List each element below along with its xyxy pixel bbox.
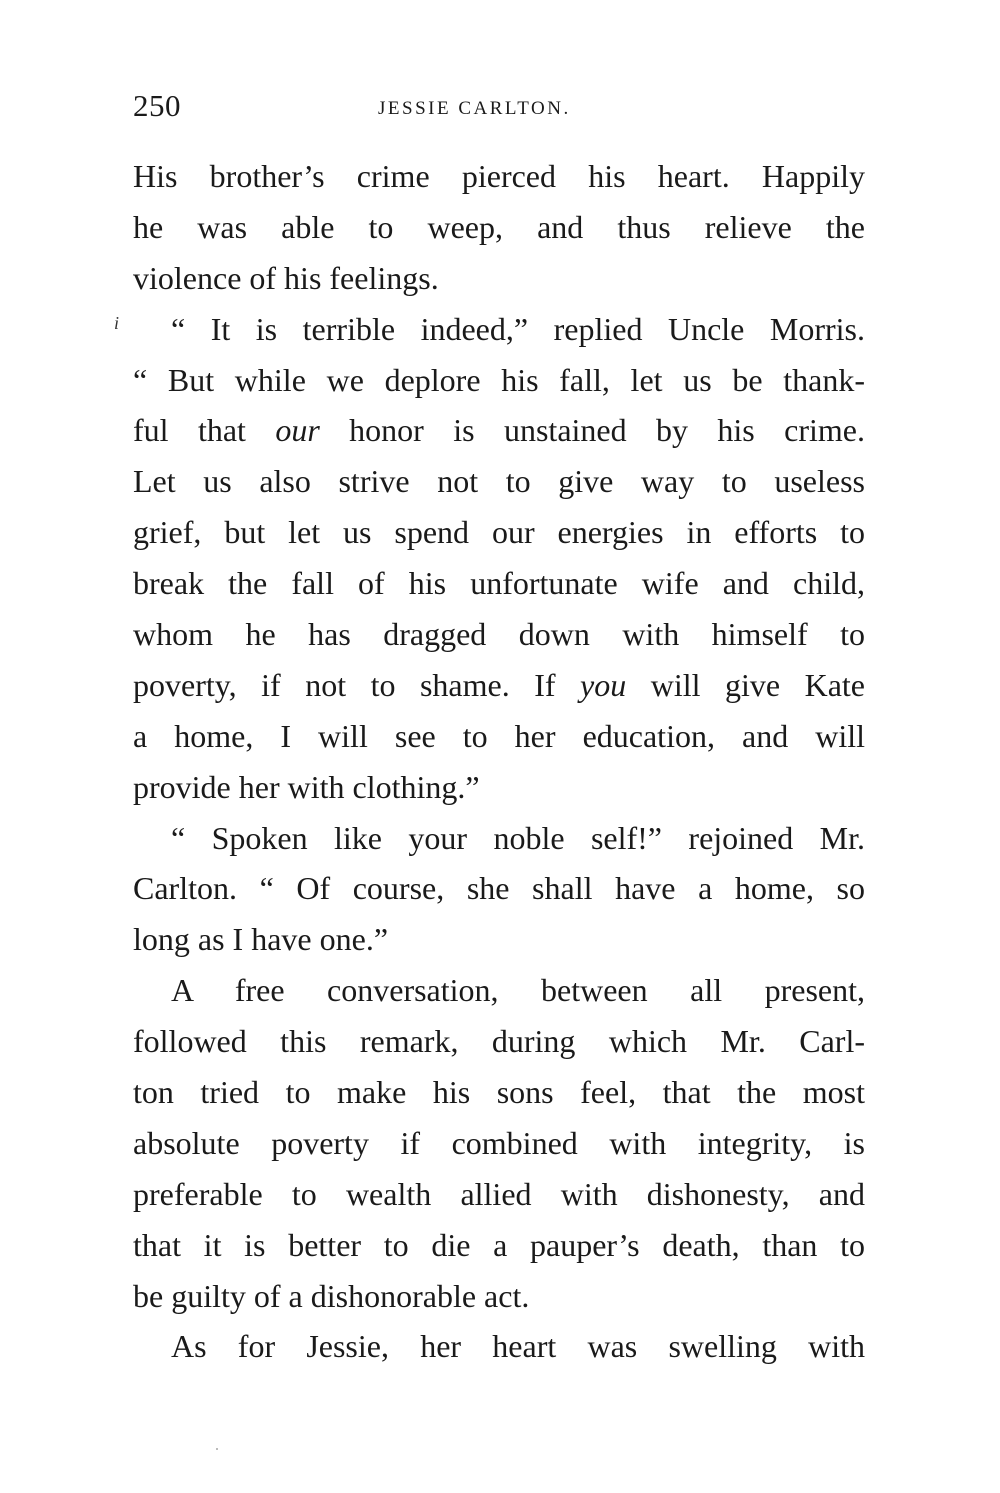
margin-mark: i [114,313,120,333]
text-line: “ But while we deplore his fall, let us be thank- [133,361,865,398]
running-title: JESSIE CARLTON. [378,98,571,119]
emphasis: our [275,412,320,449]
text-line: absolute poverty if combined with integrity, is [133,1124,865,1161]
text-line: As for Jessie, her heart was swelling with [171,1328,865,1365]
text-line: long as I have one.” [133,921,389,958]
text-line: Let us also strive not to give way to useless [133,463,865,500]
text-line: grief, but let us spend our energies in efforts to [133,514,865,551]
text-line: be guilty of a dishonorable act. [133,1277,530,1314]
page-number: 250 [133,88,181,123]
running-head [133,88,865,128]
text-line: he was able to weep, and thus relieve the [133,208,865,245]
text-line: ful that our honor is unstained by his crime. [133,412,865,449]
text-line: whom he has dragged down with himself to [133,616,865,653]
text-line: followed this remark, during which Mr. Carl- [133,1023,865,1060]
text-line: Carlton. “ Of course, she shall have a home, so [133,870,865,907]
text-line: provide her with clothing.” [133,768,480,805]
text-line: poverty, if not to shame. If you will give Kate [133,666,866,703]
text-line: break the fall of his unfortunate wife and child, [133,565,865,602]
text-line: that it is better to die a pauper’s death, than to [133,1226,865,1263]
text-line: His brother’s crime pierced his heart. Happily [133,158,865,194]
text-line: “ It is terrible indeed,” replied Uncle Morris. [171,310,865,347]
text-line: A free conversation, between all present, [171,972,865,1009]
text-line: preferable to wealth allied with dishonesty, and [133,1175,865,1212]
text-line: ton tried to make his sons feel, that the most [133,1074,865,1111]
body-text [133,151,865,1372]
text-line: violence of his feelings. [133,259,439,296]
text-line: a home, I will see to her education, and will [133,717,865,754]
text-line: “ Spoken like your noble self!” rejoined Mr. [171,819,865,856]
emphasis: you [580,666,627,703]
print-speck [216,1448,218,1450]
